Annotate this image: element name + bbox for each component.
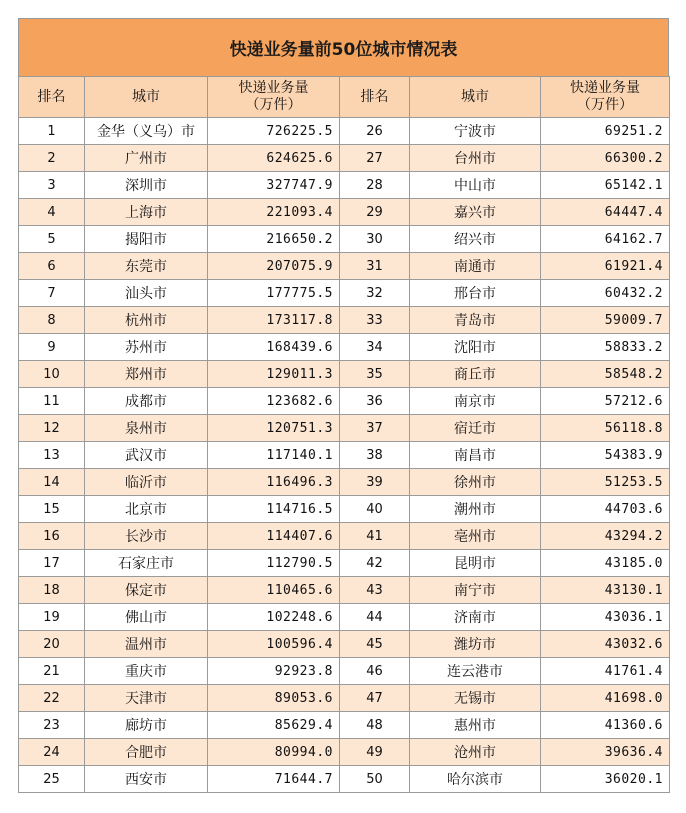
table-body	[19, 118, 670, 793]
city-cell: 石家庄市	[85, 550, 208, 577]
city-cell: 温州市	[85, 631, 208, 658]
header-volume-left-line2: （万件）	[245, 97, 302, 113]
rank-cell: 8	[19, 307, 85, 334]
volume-cell: 221093.4	[208, 199, 340, 226]
rank-cell: 2	[19, 145, 85, 172]
header-volume-left-line1: 快递业务量	[238, 80, 309, 96]
rank-cell: 47	[340, 685, 410, 712]
volume-cell: 41360.6	[541, 712, 670, 739]
volume-cell: 43185.0	[541, 550, 670, 577]
table-row	[19, 766, 670, 793]
rank-cell: 7	[19, 280, 85, 307]
city-cell: 南昌市	[410, 442, 541, 469]
city-cell: 南通市	[410, 253, 541, 280]
express-ranking-table-container	[18, 18, 669, 793]
city-cell: 邢台市	[410, 280, 541, 307]
volume-cell: 64447.4	[541, 199, 670, 226]
city-cell: 潍坊市	[410, 631, 541, 658]
volume-cell: 39636.4	[541, 739, 670, 766]
city-cell: 徐州市	[410, 469, 541, 496]
header-row	[19, 77, 670, 118]
table-title: 快递业务量前50位城市情况表	[18, 18, 669, 76]
header-rank-left: 排名	[19, 77, 85, 118]
header-volume-left	[208, 77, 340, 118]
rank-cell: 33	[340, 307, 410, 334]
table-row	[19, 280, 670, 307]
table-row	[19, 685, 670, 712]
rank-cell: 48	[340, 712, 410, 739]
volume-cell: 41761.4	[541, 658, 670, 685]
city-cell: 苏州市	[85, 334, 208, 361]
volume-cell: 100596.4	[208, 631, 340, 658]
header-volume-right-line1: 快递业务量	[570, 80, 640, 96]
volume-cell: 43032.6	[541, 631, 670, 658]
rank-cell: 22	[19, 685, 85, 712]
rank-cell: 23	[19, 712, 85, 739]
city-cell: 天津市	[85, 685, 208, 712]
volume-cell: 65142.1	[541, 172, 670, 199]
city-cell: 连云港市	[410, 658, 541, 685]
rank-cell: 27	[340, 145, 410, 172]
city-cell: 合肥市	[85, 739, 208, 766]
rank-cell: 28	[340, 172, 410, 199]
table-row	[19, 469, 670, 496]
city-cell: 南京市	[410, 388, 541, 415]
rank-cell: 3	[19, 172, 85, 199]
volume-cell: 173117.8	[208, 307, 340, 334]
volume-cell: 56118.8	[541, 415, 670, 442]
city-cell: 佛山市	[85, 604, 208, 631]
volume-cell: 60432.2	[541, 280, 670, 307]
city-cell: 惠州市	[410, 712, 541, 739]
volume-cell: 726225.5	[208, 118, 340, 145]
volume-cell: 177775.5	[208, 280, 340, 307]
volume-cell: 112790.5	[208, 550, 340, 577]
rank-cell: 30	[340, 226, 410, 253]
table-row	[19, 415, 670, 442]
rank-cell: 37	[340, 415, 410, 442]
rank-cell: 17	[19, 550, 85, 577]
rank-cell: 19	[19, 604, 85, 631]
table-row	[19, 739, 670, 766]
table-row	[19, 631, 670, 658]
table-row	[19, 523, 670, 550]
table-row	[19, 253, 670, 280]
volume-cell: 624625.6	[208, 145, 340, 172]
rank-cell: 45	[340, 631, 410, 658]
volume-cell: 89053.6	[208, 685, 340, 712]
city-cell: 深圳市	[85, 172, 208, 199]
volume-cell: 61921.4	[541, 253, 670, 280]
city-cell: 青岛市	[410, 307, 541, 334]
volume-cell: 66300.2	[541, 145, 670, 172]
volume-cell: 116496.3	[208, 469, 340, 496]
city-cell: 宁波市	[410, 118, 541, 145]
volume-cell: 114407.6	[208, 523, 340, 550]
rank-cell: 26	[340, 118, 410, 145]
city-cell: 商丘市	[410, 361, 541, 388]
volume-cell: 216650.2	[208, 226, 340, 253]
city-cell: 台州市	[410, 145, 541, 172]
volume-cell: 110465.6	[208, 577, 340, 604]
table-row	[19, 577, 670, 604]
city-cell: 廊坊市	[85, 712, 208, 739]
rank-cell: 36	[340, 388, 410, 415]
rank-cell: 34	[340, 334, 410, 361]
volume-cell: 57212.6	[541, 388, 670, 415]
volume-cell: 41698.0	[541, 685, 670, 712]
volume-cell: 129011.3	[208, 361, 340, 388]
ranking-table	[18, 76, 670, 793]
header-volume-right-line2: （万件）	[577, 97, 633, 113]
rank-cell: 21	[19, 658, 85, 685]
city-cell: 保定市	[85, 577, 208, 604]
rank-cell: 41	[340, 523, 410, 550]
rank-cell: 4	[19, 199, 85, 226]
table-row	[19, 496, 670, 523]
table-row	[19, 172, 670, 199]
rank-cell: 32	[340, 280, 410, 307]
city-cell: 北京市	[85, 496, 208, 523]
city-cell: 广州市	[85, 145, 208, 172]
city-cell: 昆明市	[410, 550, 541, 577]
volume-cell: 44703.6	[541, 496, 670, 523]
table-row	[19, 199, 670, 226]
volume-cell: 327747.9	[208, 172, 340, 199]
city-cell: 中山市	[410, 172, 541, 199]
city-cell: 西安市	[85, 766, 208, 793]
rank-cell: 31	[340, 253, 410, 280]
city-cell: 沈阳市	[410, 334, 541, 361]
header-city-left: 城市	[85, 77, 208, 118]
rank-cell: 42	[340, 550, 410, 577]
rank-cell: 10	[19, 361, 85, 388]
rank-cell: 40	[340, 496, 410, 523]
city-cell: 哈尔滨市	[410, 766, 541, 793]
table-row	[19, 604, 670, 631]
rank-cell: 50	[340, 766, 410, 793]
city-cell: 长沙市	[85, 523, 208, 550]
table-row	[19, 361, 670, 388]
rank-cell: 1	[19, 118, 85, 145]
volume-cell: 69251.2	[541, 118, 670, 145]
rank-cell: 6	[19, 253, 85, 280]
header-city-right: 城市	[410, 77, 541, 118]
volume-cell: 43294.2	[541, 523, 670, 550]
table-row	[19, 145, 670, 172]
rank-cell: 25	[19, 766, 85, 793]
rank-cell: 5	[19, 226, 85, 253]
city-cell: 重庆市	[85, 658, 208, 685]
city-cell: 宿迁市	[410, 415, 541, 442]
city-cell: 南宁市	[410, 577, 541, 604]
volume-cell: 120751.3	[208, 415, 340, 442]
city-cell: 武汉市	[85, 442, 208, 469]
volume-cell: 85629.4	[208, 712, 340, 739]
volume-cell: 43130.1	[541, 577, 670, 604]
city-cell: 成都市	[85, 388, 208, 415]
city-cell: 金华（义乌）市	[85, 118, 208, 145]
volume-cell: 36020.1	[541, 766, 670, 793]
rank-cell: 14	[19, 469, 85, 496]
city-cell: 嘉兴市	[410, 199, 541, 226]
city-cell: 济南市	[410, 604, 541, 631]
table-row	[19, 550, 670, 577]
city-cell: 揭阳市	[85, 226, 208, 253]
table-row	[19, 388, 670, 415]
rank-cell: 20	[19, 631, 85, 658]
city-cell: 沧州市	[410, 739, 541, 766]
city-cell: 汕头市	[85, 280, 208, 307]
rank-cell: 13	[19, 442, 85, 469]
volume-cell: 51253.5	[541, 469, 670, 496]
city-cell: 东莞市	[85, 253, 208, 280]
volume-cell: 102248.6	[208, 604, 340, 631]
city-cell: 杭州市	[85, 307, 208, 334]
rank-cell: 49	[340, 739, 410, 766]
volume-cell: 80994.0	[208, 739, 340, 766]
city-cell: 泉州市	[85, 415, 208, 442]
volume-cell: 58548.2	[541, 361, 670, 388]
volume-cell: 114716.5	[208, 496, 340, 523]
rank-cell: 12	[19, 415, 85, 442]
rank-cell: 15	[19, 496, 85, 523]
rank-cell: 43	[340, 577, 410, 604]
rank-cell: 44	[340, 604, 410, 631]
volume-cell: 58833.2	[541, 334, 670, 361]
rank-cell: 35	[340, 361, 410, 388]
city-cell: 亳州市	[410, 523, 541, 550]
volume-cell: 123682.6	[208, 388, 340, 415]
header-volume-right	[541, 77, 670, 118]
city-cell: 上海市	[85, 199, 208, 226]
table-row	[19, 658, 670, 685]
city-cell: 绍兴市	[410, 226, 541, 253]
volume-cell: 64162.7	[541, 226, 670, 253]
table-row	[19, 442, 670, 469]
table-row	[19, 334, 670, 361]
rank-cell: 38	[340, 442, 410, 469]
city-cell: 临沂市	[85, 469, 208, 496]
volume-cell: 168439.6	[208, 334, 340, 361]
city-cell: 潮州市	[410, 496, 541, 523]
city-cell: 郑州市	[85, 361, 208, 388]
volume-cell: 54383.9	[541, 442, 670, 469]
table-row	[19, 712, 670, 739]
rank-cell: 39	[340, 469, 410, 496]
rank-cell: 46	[340, 658, 410, 685]
volume-cell: 43036.1	[541, 604, 670, 631]
rank-cell: 29	[340, 199, 410, 226]
header-rank-right: 排名	[340, 77, 410, 118]
table-row	[19, 118, 670, 145]
rank-cell: 24	[19, 739, 85, 766]
city-cell: 无锡市	[410, 685, 541, 712]
rank-cell: 18	[19, 577, 85, 604]
volume-cell: 71644.7	[208, 766, 340, 793]
table-row	[19, 307, 670, 334]
volume-cell: 59009.7	[541, 307, 670, 334]
table-row	[19, 226, 670, 253]
volume-cell: 117140.1	[208, 442, 340, 469]
rank-cell: 9	[19, 334, 85, 361]
rank-cell: 11	[19, 388, 85, 415]
volume-cell: 207075.9	[208, 253, 340, 280]
rank-cell: 16	[19, 523, 85, 550]
volume-cell: 92923.8	[208, 658, 340, 685]
